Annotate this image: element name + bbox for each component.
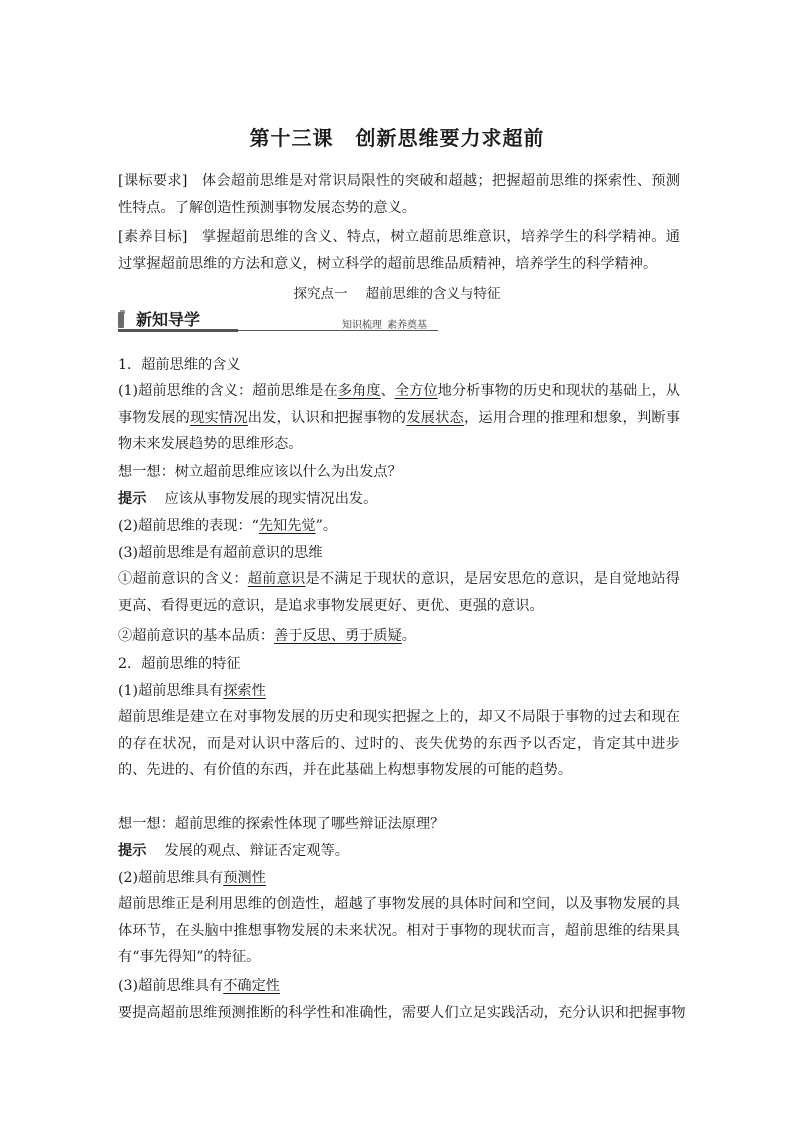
literacy-text: 掌握超前思维的含义、特点，树立超前思维意识，培养学生的科学精神。通过掌握超前思维的方法和意义，树立科学的超前思维品质精神，培养学生的科学精神。 <box>118 229 680 272</box>
p2-text-b: ”。 <box>315 518 338 534</box>
feature-3-heading <box>118 976 280 996</box>
awareness-quality <box>118 626 416 646</box>
feature-2-heading <box>118 868 266 888</box>
p2-underline: 先知先觉 <box>258 518 316 534</box>
hint-1 <box>118 489 377 509</box>
curriculum-tag: [课标要求] <box>118 173 188 189</box>
explore-heading <box>0 282 794 302</box>
definition-paragraph <box>118 378 680 458</box>
p5-text-a: ②超前意识的基本品质： <box>118 628 275 644</box>
p1-text-e: ，运用合理的推理和想象，判断事物未来发展趋势的思维形态。 <box>118 409 680 453</box>
p1-underline-1: 多角度 <box>337 383 381 399</box>
section-2-heading: 2．超前思维的特征 <box>118 656 241 672</box>
feature-1-heading <box>118 681 266 701</box>
f1-underline: 探索性 <box>223 683 266 699</box>
section-banner <box>118 310 438 332</box>
think-question-1: 想一想：树立超前思维应该以什么为出发点？ <box>118 464 402 480</box>
section-1-heading: 1．超前思维的含义 <box>118 357 241 373</box>
f2-underline: 预测性 <box>223 870 266 886</box>
p1-text-a: (1)超前思维的含义：超前思维是在 <box>118 383 338 399</box>
explore-number: 探究点一 <box>293 286 348 302</box>
lesson-number: 第十三课 <box>249 126 334 150</box>
awareness-line: (3)超前思维是有超前意识的思维 <box>118 545 323 561</box>
banner-sub-2: 素养奠基 <box>387 320 427 331</box>
feature-3-text: 要提高超前思维预测推断的科学性和准确性，需要人们立足实践活动，充分认识和把握事物 <box>118 1005 686 1021</box>
banner-label: 新知导学 <box>136 310 201 329</box>
hint-2-answer: 发展的观点、辩证否定观等。 <box>164 843 349 859</box>
banner-sub-1: 知识梳理 <box>342 320 382 331</box>
feature-1-text: 超前思维是建立在对事物发展的历史和现实把握之上的，却又不局限于事物的过去和现在的存在状况，而是对认识中落后的、过时的、丧失优势的东西予以否定，肯定其中进步的、先进的、有价值的东西，并在此基础上构想事物发展的可能的趋势。 <box>118 709 680 779</box>
p2-text-a: (2)超前思维的表现：“ <box>118 518 259 534</box>
f2-text: (2)超前思维具有 <box>118 870 224 886</box>
hint-1-answer: 应该从事物发展的现实情况出发。 <box>164 491 378 507</box>
p4-underline: 超前意识 <box>247 571 306 587</box>
literacy-goals <box>118 224 680 277</box>
f1-text: (1)超前思维具有 <box>118 683 224 699</box>
explore-topic: 超前思维的含义与特征 <box>365 286 501 302</box>
curriculum-text: 体会超前思维是对常识局限性的突破和超越；把握超前思维的探索性、预测性特点。了解创造性预测事物发展态势的意义。 <box>118 173 680 216</box>
literacy-tag: [素养目标] <box>118 229 188 245</box>
p1-underline-4: 发展状态 <box>406 409 464 426</box>
think-question-2: 想一想：超前思维的探索性体现了哪些辩证法原理？ <box>118 816 445 832</box>
awareness-definition <box>118 566 680 619</box>
p4-text-b: 是不满足于现状的意识，是居安思危的意识，是自觉地站得更高、看得更远的意识，是追求事物发展更好、更优、更强的意识。 <box>118 571 680 614</box>
p1-text-c: 地分析事物的历史和现状的基础上，从事物发展的 <box>118 383 680 426</box>
hint-2-tag: 提示 <box>118 843 147 859</box>
banner-subtitle <box>342 316 427 331</box>
hint-1-tag: 提示 <box>118 491 147 507</box>
p1-text-b: 、 <box>380 383 395 399</box>
banner-bar-icon <box>118 312 124 328</box>
f3-underline: 不确定性 <box>223 978 280 994</box>
lesson-title <box>0 122 794 151</box>
p4-text-a: ①超前意识的含义： <box>118 571 248 587</box>
p1-underline-2: 全方位 <box>394 383 438 399</box>
manifestation-line <box>118 516 337 536</box>
lesson-name: 创新思维要力求超前 <box>355 126 545 150</box>
p5-text-b: 。 <box>401 628 416 644</box>
f3-text: (3)超前思维具有 <box>118 978 224 994</box>
curriculum-requirements <box>118 168 680 221</box>
feature-2-text: 超前思维正是利用思维的创造性，超越了事物发展的具体时间和空间，以及事物发展的具体环节，在头脑中推想事物发展的未来状况。相对于事物的现状而言，超前思维的结果具有“事先得知”的特征。 <box>118 896 680 966</box>
p1-text-d: 出发，认识和把握事物的 <box>247 409 407 426</box>
p1-underline-3: 现实情况 <box>190 409 248 426</box>
hint-2 <box>118 841 349 861</box>
p5-underline: 善于反思、勇于质疑 <box>274 628 402 644</box>
